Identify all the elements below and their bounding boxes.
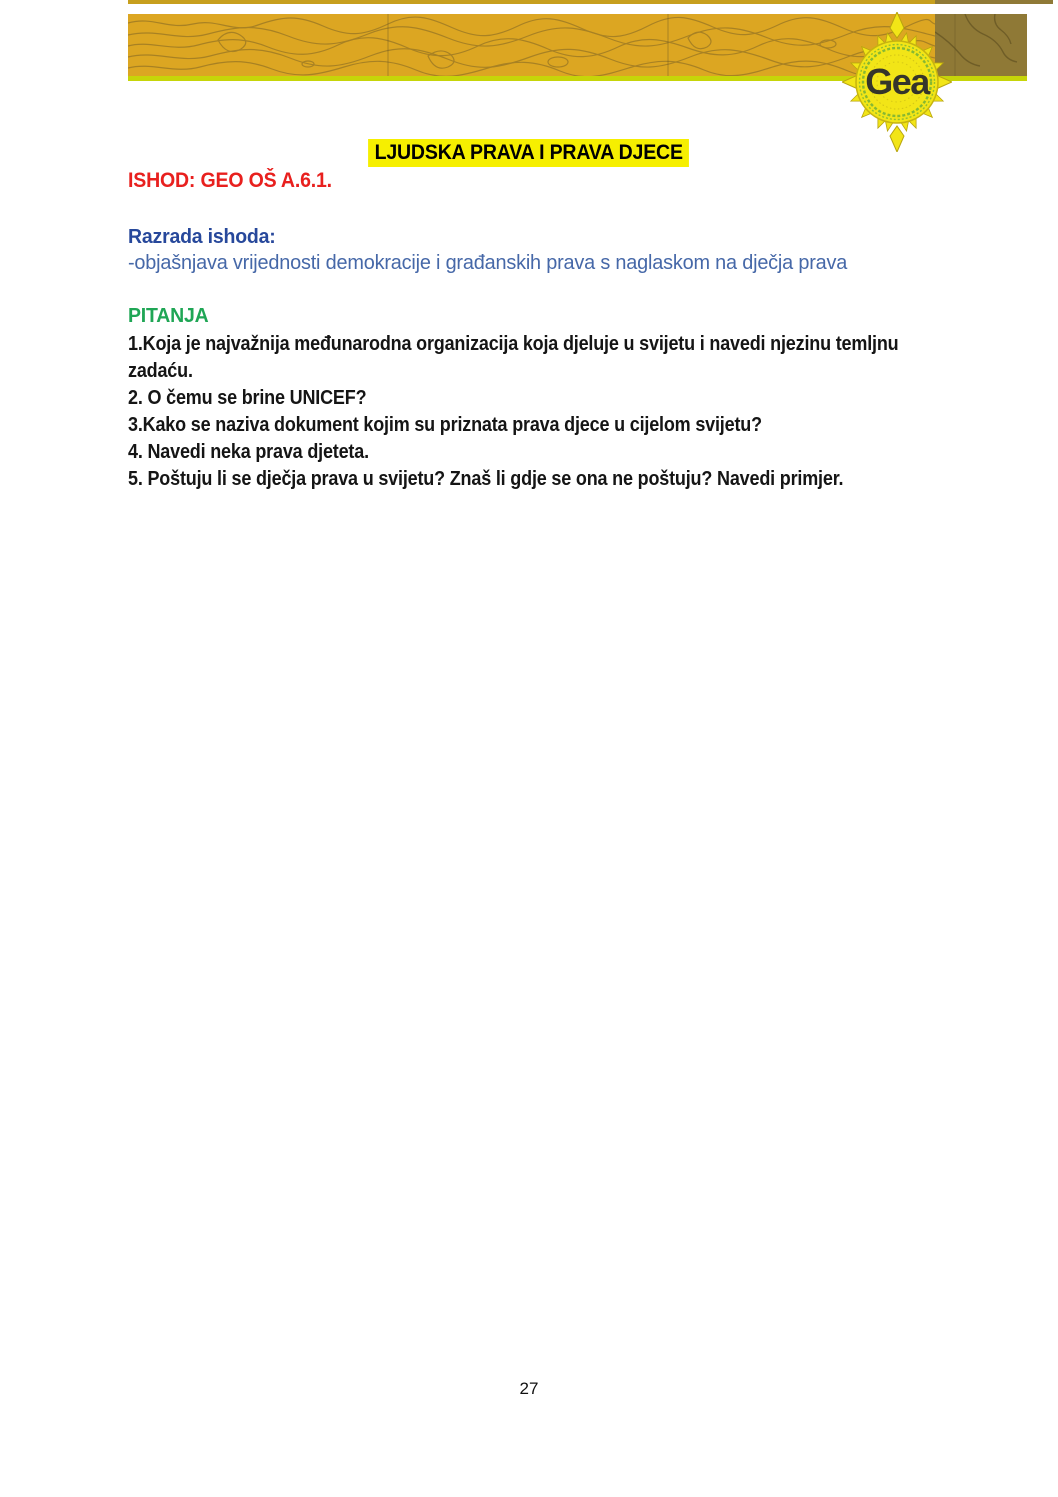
logo-text: Gea [865,61,929,102]
razrada-body: -objašnjava vrijednosti demokracije i građanskih prava s naglaskom na dječja prava [128,251,848,274]
page-number: 27 [519,1379,539,1398]
pitanja-heading: PITANJA [128,304,209,327]
header-top-strip [128,0,1053,4]
question-item: 2. O čemu se brine UNICEF? [128,387,367,409]
title-row [0,139,1058,167]
page-title: LJUDSKA PRAVA I PRAVA DJECE [368,139,689,167]
header-top-strip-olive [935,0,1053,4]
razrada-heading: Razrada ishoda: [128,225,276,248]
question-item: 1.Koja je najvažnija međunarodna organizacija koja djeluje u svijetu i navedi njezinu temljnu zadaću. [128,333,899,382]
question-item: 4. Navedi neka prava djeteta. [128,441,369,463]
question-item: 3.Kako se naziva dokument kojim su priznata prava djece u cijelom svijetu? [128,414,762,436]
gea-logo [842,12,952,152]
ishod-line: ISHOD: GEO OŠ A.6.1. [128,169,332,192]
questions-list [128,331,938,493]
topographic-pattern-gold-icon [128,14,935,76]
question-item: 5. Poštuju li se dječja prava u svijetu? Znaš li gdje se ona ne poštuju? Navedi primjer. [128,468,844,490]
